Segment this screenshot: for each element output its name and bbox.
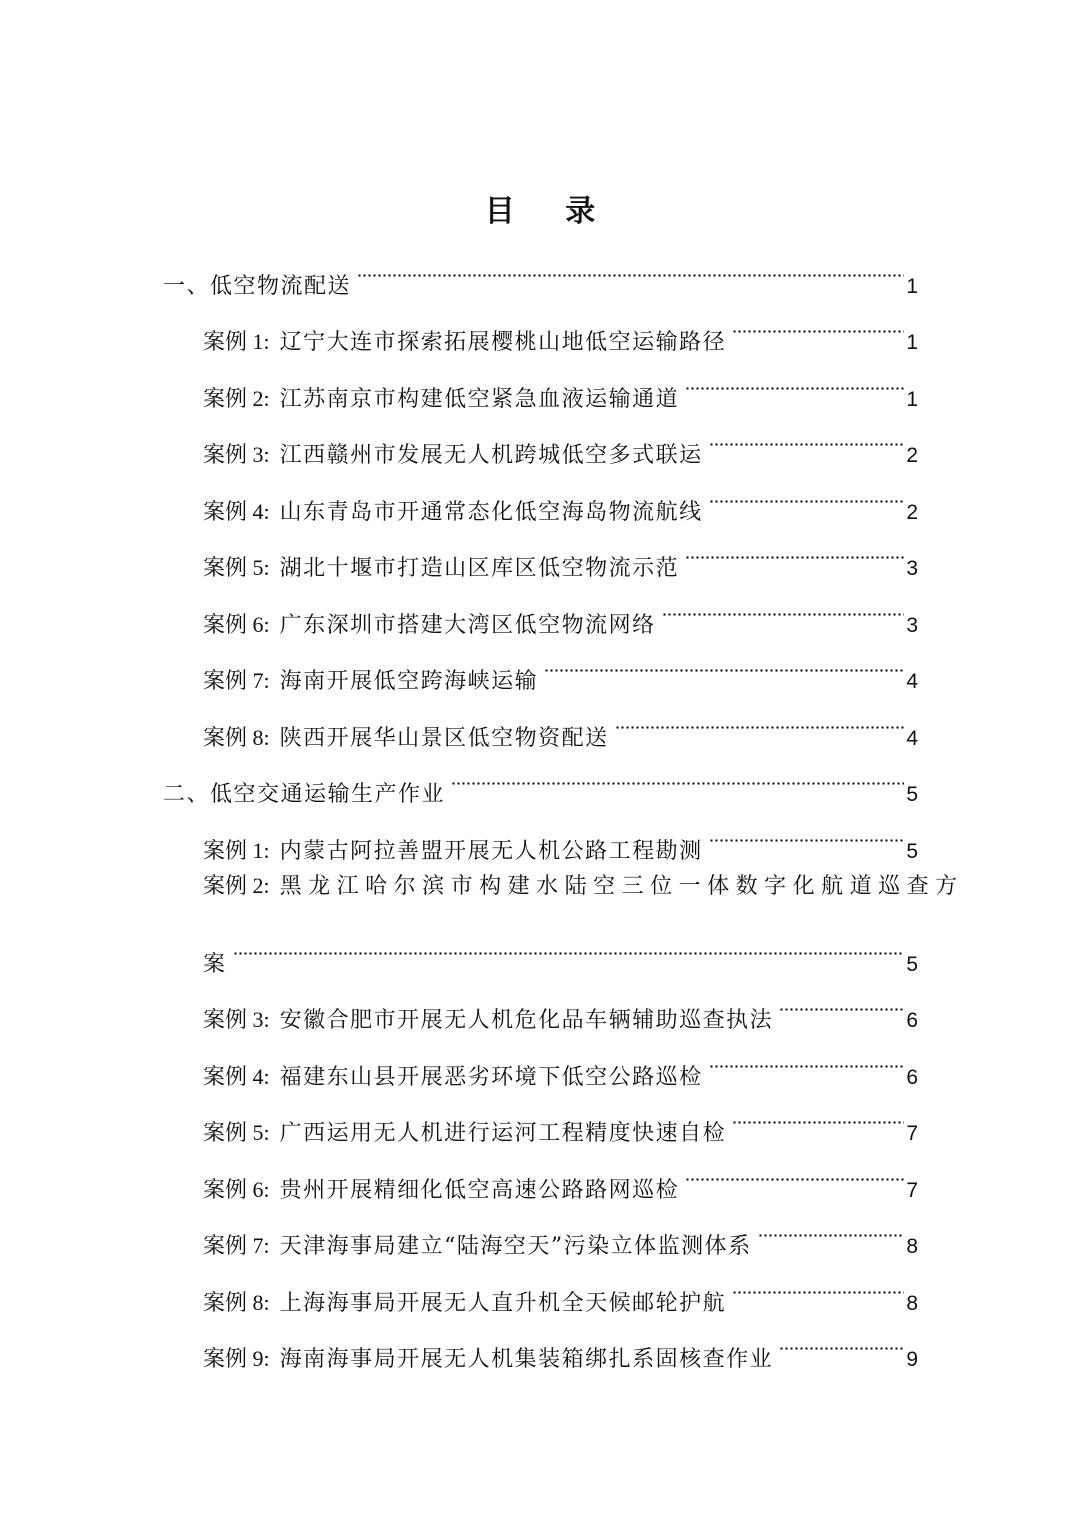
case-title: 天津海事局建立“陆海空天”污染立体监测体系 [279,1234,752,1259]
page-number: 2 [906,500,918,524]
toc-entry[interactable] [163,688,918,751]
case-title: 福建东山县开展恶劣环境下低空公路巡检 [279,1064,703,1090]
case-number: 案例 5: [203,555,270,580]
page-number: 6 [906,1065,918,1089]
toc-section-2[interactable] [163,745,918,807]
case-title: 山东青岛市开通常态化低空海岛物流航线 [279,499,703,525]
case-title: 黑龙江哈尔滨市构建水陆空三位一体数字化航道巡查方 [279,873,964,899]
page-number: 1 [906,274,918,298]
page-number: 5 [906,952,918,976]
case-number: 案例 2: [203,872,270,898]
dot-leader [758,1197,905,1254]
case-number: 案例 3: [203,442,270,467]
toc-entry-wrapped[interactable] [163,858,964,915]
case-title: 陕西开展华山景区低空物资配送 [279,725,609,751]
dot-leader [709,801,905,858]
dot-leader [685,349,904,406]
case-title: 广西运用无人机进行运河工程精度快速自检 [279,1121,727,1146]
dot-leader [615,688,905,745]
section-label: 二、低空交通运输生产作业 [163,782,446,807]
case-number: 案例 8: [203,724,270,750]
case-number: 案例 3: [203,1007,270,1032]
dot-leader [233,914,905,971]
page-number: 4 [906,726,918,750]
case-number: 案例 1: [203,329,270,354]
case-number: 案例 6: [203,1176,270,1202]
section-label: 一、低空物流配送 [163,273,352,299]
page-number: 2 [906,444,918,467]
dot-leader [779,971,904,1028]
dot-leader [357,236,904,293]
case-number: 案例 7: [203,1233,270,1258]
case-title: 湖北十堰市打造山区库区低空物流示范 [279,556,680,581]
case-title: 贵州开展精细化低空高速公路路网巡检 [279,1177,680,1203]
case-title: 海南海事局开展无人机集装箱绑扎系固核查作业 [279,1347,774,1372]
case-number: 案例 6: [203,611,270,637]
page-number: 6 [906,1009,918,1032]
page-number: 9 [906,1348,918,1371]
dot-leader [779,1310,904,1367]
dot-leader [709,1027,905,1084]
case-title: 内蒙古阿拉善盟开展无人机公路工程勘测 [279,838,703,864]
page-number: 8 [906,1291,918,1315]
page-number: 5 [906,783,918,806]
case-title-continuation: 案 [203,951,227,977]
case-number: 案例 2: [203,385,270,411]
case-number: 案例 5: [203,1120,270,1145]
dot-leader [662,575,905,632]
page-number: 5 [906,839,918,863]
case-number: 案例 8: [203,1289,270,1315]
page-number: 3 [906,557,918,580]
page-number: 8 [906,1235,918,1258]
page-number: 7 [906,1178,918,1202]
page-number: 1 [906,387,918,411]
page-number: 1 [906,331,918,354]
page-number: 4 [906,670,918,693]
dot-leader [685,519,904,576]
dot-leader [685,1140,904,1197]
dot-leader [732,293,904,350]
toc-entry-continuation[interactable] [163,914,918,977]
page-title: 目 录 [484,194,616,229]
case-title: 广东深圳市搭建大湾区低空物流网络 [279,612,656,638]
toc-section-1[interactable] [163,236,918,299]
dot-leader [732,1253,904,1310]
dot-leader [709,406,905,463]
table-of-contents [163,236,964,1372]
case-number: 案例 7: [203,668,270,693]
page-number: 7 [906,1122,918,1145]
toc-entry[interactable] [163,971,918,1033]
dot-leader [732,1084,904,1141]
dot-leader [544,632,904,689]
case-number: 案例 4: [203,498,270,524]
case-number: 案例 9: [203,1346,270,1371]
case-title: 海南开展低空跨海峡运输 [279,669,539,694]
dot-leader [451,745,904,802]
dot-leader [709,462,905,519]
case-title: 安徽合肥市开展无人机危化品车辆辅助巡查执法 [279,1008,774,1033]
page-number: 3 [906,613,918,637]
case-title: 辽宁大连市探索拓展樱桃山地低空运输路径 [279,330,727,355]
case-number: 案例 4: [203,1063,270,1089]
case-number: 案例 1: [203,837,270,863]
case-title: 上海海事局开展无人直升机全天候邮轮护航 [279,1290,727,1316]
case-title: 江苏南京市构建低空紧急血液运输通道 [279,386,680,412]
case-title: 江西赣州市发展无人机跨城低空多式联运 [279,443,703,468]
